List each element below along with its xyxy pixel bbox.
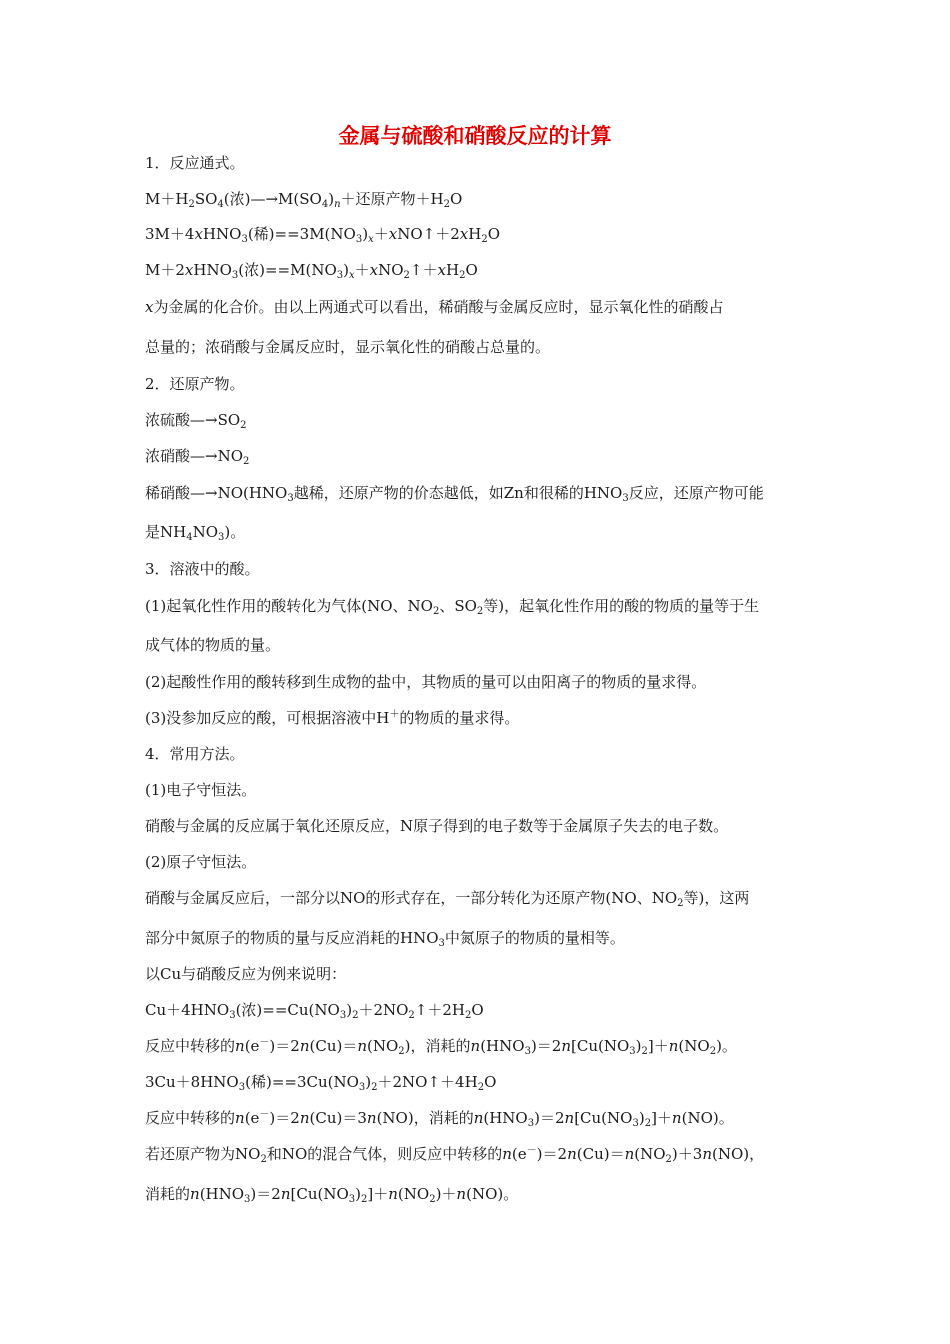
equation-cu-dilute-nitric: $3Cu+8HNO_3$(稀)$==3Cu(NO_3)_2+2NO↑+4H_2O$ (145, 1073, 497, 1093)
subheading-atom-conservation: (2)原子守恒法。 (145, 853, 257, 871)
paragraph-line: 硝酸与金属的反应属于氧化还原反应，N原子得到的电子数等于金属原子失去的电子数。 (145, 817, 729, 835)
paragraph-line: 部分中氮原子的物质的量与反应消耗的$HNO_3$中氮原子的物质的量相等。 (145, 929, 625, 949)
reduction-product-line: 浓硫酸$—\to SO_2$ (145, 411, 247, 431)
section-heading-3: 3．溶液中的酸。 (145, 560, 260, 578)
subheading-electron-conservation: (1)电子守恒法。 (145, 781, 257, 799)
equation-cu-conc-nitric: $Cu+4HNO_3$(浓)$==Cu(NO_3)_2+2NO_2↑+2H_2O$ (145, 1001, 484, 1021)
paragraph-line: 是$NH_4NO_3$)。 (145, 523, 246, 543)
paragraph-line: 若还原产物为$NO_2$和NO的混合气体，则反应中转移的$n(e^-)=2n(Cu)=n(NO_2)+3n(NO)$， (145, 1145, 765, 1165)
reduction-product-line: 稀硝酸$—\to NO(HNO_3$越稀，还原产物的价态越低，如Zn和很稀的$HNO_3$反应，还原产物可能 (145, 484, 764, 504)
section-heading-2: 2．还原产物。 (145, 375, 245, 393)
document-title: 金属与硫酸和硝酸反应的计算 (338, 124, 612, 148)
section-heading-4: 4．常用方法。 (145, 745, 245, 763)
paragraph-line: x为金属的化合价。由以上两通式可以看出，稀硝酸与金属反应时，显示氧化性的硝酸占 (145, 298, 724, 316)
paragraph-line: (2)起酸性作用的酸转移到生成物的盐中，其物质的量可以由阳离子的物质的量求得。 (145, 673, 707, 691)
paragraph-line: 成气体的物质的量。 (145, 636, 281, 654)
equation-conc-nitric-general: M＋2xHNO$_3$(浓)$==M(NO_3)_x+xNO_2↑+xH_2O$ (145, 261, 478, 281)
paragraph-line: (1)起氧化性作用的酸转化为气体(NO、$NO_2$、$SO_2$等)，起氧化性作用的酸的物质的量等于生 (145, 597, 760, 617)
paragraph-line: 硝酸与金属反应后，一部分以NO的形式存在，一部分转化为还原产物(NO、$NO_2$等)，这两 (145, 889, 750, 909)
paragraph-line: 总量的；浓硝酸与金属反应时，显示氧化性的硝酸占总量的。 (145, 338, 551, 356)
paragraph-line: 反应中转移的n(e－)＝2n(Cu)＝3n(NO)，消耗的$n(HNO_3)=2n[Cu(NO_3)_2]+n(NO)$。 (145, 1109, 734, 1129)
paragraph-line: (3)没参加反应的酸，可根据溶液中H＋的物质的量求得。 (145, 709, 520, 727)
equation-sulfuric-general: $M+H_2SO_4$(浓)$—\to M(SO_4)_n+$还原产物$+H_2O$ (145, 190, 463, 210)
reduction-product-line: 浓硝酸$—\to NO_2$ (145, 447, 250, 467)
section-heading-1: 1．反应通式。 (145, 154, 245, 172)
paragraph-line: 消耗的$n(HNO_3)=2n[Cu(NO_3)_2]+n(NO_2)+n(NO)$。 (145, 1185, 519, 1205)
paragraph-line: 以Cu与硝酸反应为例来说明： (145, 965, 347, 983)
paragraph-line: 反应中转移的$n(e^-)=2n(Cu)=n(NO_2)$，消耗的$n(HNO_3)=2n[Cu(NO_3)_2]+n(NO_2)$。 (145, 1037, 737, 1057)
equation-dilute-nitric-general: 3M＋4xHNO$_3$(稀)$==3M(NO_3)_x+xNO↑+2xH_2O$ (145, 225, 500, 245)
